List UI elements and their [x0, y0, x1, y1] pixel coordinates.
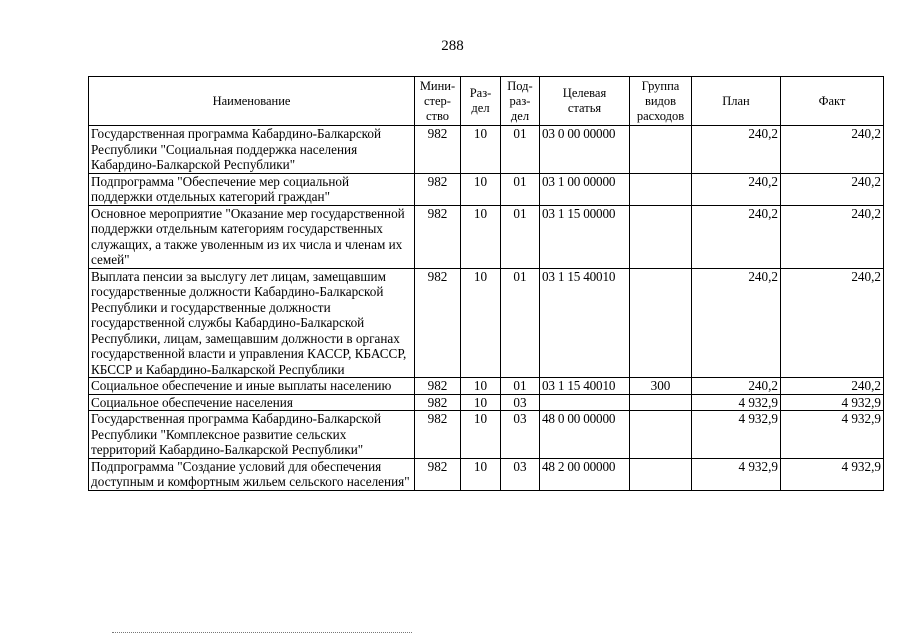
row-subsection: 03	[501, 458, 540, 490]
row-expense-group	[630, 411, 692, 459]
row-target-article: 03 1 15 00000	[540, 205, 630, 268]
table-row	[89, 268, 884, 378]
row-subsection: 01	[501, 268, 540, 378]
row-expense-group: 300	[630, 378, 692, 395]
header-subsection	[501, 77, 540, 126]
row-plan: 4 932,9	[692, 411, 781, 459]
row-ministry: 982	[415, 378, 461, 395]
row-ministry: 982	[415, 458, 461, 490]
row-target-article: 48 0 00 00000	[540, 411, 630, 459]
row-target-article	[540, 394, 630, 411]
row-section: 10	[461, 458, 501, 490]
header-subsection-label: Под- раз- дел	[507, 78, 533, 123]
row-section: 10	[461, 268, 501, 378]
row-ministry: 982	[415, 411, 461, 459]
header-target-article	[540, 77, 630, 126]
table-row	[89, 173, 884, 205]
row-name: Социальное обеспечение населения	[89, 394, 415, 411]
row-ministry: 982	[415, 173, 461, 205]
row-plan: 240,2	[692, 173, 781, 205]
row-expense-group	[630, 205, 692, 268]
header-target-article-label: Целевая статья	[562, 86, 607, 115]
row-section: 10	[461, 173, 501, 205]
row-expense-group	[630, 268, 692, 378]
row-subsection: 01	[501, 126, 540, 174]
row-section: 10	[461, 378, 501, 395]
row-section: 10	[461, 205, 501, 268]
header-expense-group	[630, 77, 692, 126]
row-ministry: 982	[415, 394, 461, 411]
header-fact: Факт	[781, 77, 884, 126]
row-section: 10	[461, 126, 501, 174]
row-ministry: 982	[415, 205, 461, 268]
header-section-label: Раз- дел	[469, 86, 492, 115]
table-row	[89, 394, 884, 411]
row-name: Основное мероприятие "Оказание мер государственной поддержки отдельным категориям государственных служащих, а также уволенным из их числа и членам их семей"	[89, 205, 415, 268]
header-name: Наименование	[89, 77, 415, 126]
row-plan: 4 932,9	[692, 458, 781, 490]
row-plan: 240,2	[692, 378, 781, 395]
row-name: Подпрограмма "Обеспечение мер социальной поддержки отдельных категорий граждан"	[89, 173, 415, 205]
table-header-row	[89, 77, 884, 126]
row-expense-group	[630, 126, 692, 174]
row-fact: 240,2	[781, 378, 884, 395]
table-row	[89, 411, 884, 459]
row-subsection: 01	[501, 173, 540, 205]
page-number: 288	[441, 38, 464, 54]
table-row	[89, 458, 884, 490]
header-plan: План	[692, 77, 781, 126]
table-row	[89, 378, 884, 395]
row-subsection: 03	[501, 394, 540, 411]
row-fact: 4 932,9	[781, 411, 884, 459]
row-subsection: 03	[501, 411, 540, 459]
row-target-article: 48 2 00 00000	[540, 458, 630, 490]
row-target-article: 03 1 15 40010	[540, 378, 630, 395]
row-fact: 240,2	[781, 268, 884, 378]
row-fact: 4 932,9	[781, 394, 884, 411]
header-ministry-label: Мини- стер- ство	[419, 78, 456, 123]
row-section: 10	[461, 394, 501, 411]
row-target-article: 03 1 00 00000	[540, 173, 630, 205]
table-row	[89, 126, 884, 174]
row-fact: 240,2	[781, 126, 884, 174]
header-expense-group-label: Группа видов расходов	[636, 78, 685, 123]
row-name: Государственная программа Кабардино-Балкарской Республики "Социальная поддержка населения Кабардино-Балкарской Республики"	[89, 126, 415, 174]
row-fact: 240,2	[781, 173, 884, 205]
row-ministry: 982	[415, 268, 461, 378]
row-target-article: 03 0 00 00000	[540, 126, 630, 174]
row-target-article: 03 1 15 40010	[540, 268, 630, 378]
footer-divider	[112, 632, 412, 635]
row-plan: 240,2	[692, 205, 781, 268]
header-section	[461, 77, 501, 126]
row-plan: 240,2	[692, 268, 781, 378]
row-name: Подпрограмма "Создание условий для обеспечения доступным и комфортным жильем сельского населения"	[89, 458, 415, 490]
row-fact: 240,2	[781, 205, 884, 268]
row-expense-group	[630, 394, 692, 411]
header-ministry	[415, 77, 461, 126]
row-ministry: 982	[415, 126, 461, 174]
row-name: Социальное обеспечение и иные выплаты населению	[89, 378, 415, 395]
table-row	[89, 205, 884, 268]
row-fact: 4 932,9	[781, 458, 884, 490]
row-name: Государственная программа Кабардино-Балкарской Республики "Комплексное развитие сельских территорий Кабардино-Балкарской Республики"	[89, 411, 415, 459]
row-plan: 4 932,9	[692, 394, 781, 411]
row-subsection: 01	[501, 205, 540, 268]
row-plan: 240,2	[692, 126, 781, 174]
row-name: Выплата пенсии за выслугу лет лицам, замещавшим государственные должности Кабардино-Балкарской Республики и государственные должности государственной службы Кабардино-Балкарской Республики, лицам, замещавшим должности в органах государственной власти и управления КАССР, КБАССР, КБССР и Кабардино-Балкарской Республики	[89, 268, 415, 378]
row-subsection: 01	[501, 378, 540, 395]
budget-table	[88, 76, 884, 491]
row-expense-group	[630, 458, 692, 490]
row-expense-group	[630, 173, 692, 205]
row-section: 10	[461, 411, 501, 459]
